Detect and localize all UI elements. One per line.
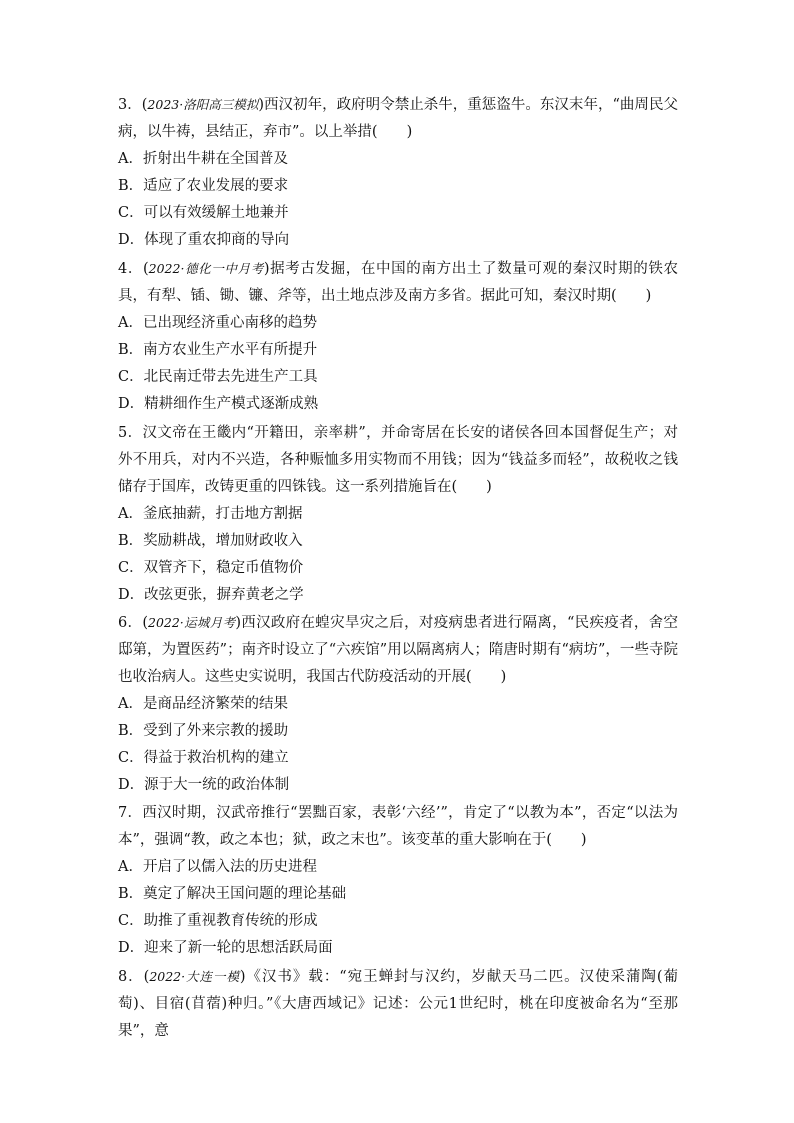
question-source: 2022·大连一模: [149, 969, 240, 984]
option-a: A．釜底抽薪，打击地方割据: [118, 506, 303, 522]
option-c: C．可以有效缓解土地兼并: [118, 205, 289, 221]
option-a: A．已出现经济重心南移的趋势: [118, 315, 317, 331]
option-c: C．得益于救治机构的建立: [118, 750, 289, 766]
option-a: A．折射出牛耕在全国普及: [118, 151, 288, 167]
option-b: B．奠定了解决王国问题的理论基础: [118, 886, 347, 902]
question-stem: 7．西汉时期，汉武帝推行“罢黜百家，表彰‘六经’”，肯定了“以教为本”，否定“以法为本”，强调“教，政之本也；狱，政之末也”。该变革的重大影响在于( ): [118, 805, 678, 848]
option-b: B．南方农业生产水平有所提升: [118, 342, 318, 358]
question-6: [118, 609, 678, 799]
option-c: C．助推了重视教育传统的形成: [118, 913, 318, 929]
option-d: D．迎来了新一轮的思想活跃局面: [118, 940, 333, 956]
question-source: 2023·洛阳高三模拟: [147, 97, 259, 112]
option-b: B．受到了外来宗教的援助: [118, 723, 289, 739]
question-source: 2022·德化一中月考: [148, 261, 264, 276]
question-source: 2022·运城月考: [148, 615, 236, 630]
question-4: [118, 255, 678, 418]
option-d: D．精耕细作生产模式逐渐成熟: [118, 396, 319, 412]
question-stem: 5．汉文帝在王畿内“开籍田，亲率耕”，并命寄居在长安的诸侯各回本国督促生产；对外不用兵，对内不兴造，各种赈恤多用实物而不用钱；因为“钱益多而轻”，故税收之钱储存于国库，改铸更重的四铢钱。这一系列措施旨在( ): [118, 425, 678, 495]
option-d: D．体现了重农抑商的导向: [118, 232, 290, 248]
question-stem: 6．(2022·运城月考)西汉政府在蝗灾旱灾之后，对疫病患者进行隔离，“民疾疫者，舍空邸第，为置医药”；南齐时设立了“六疾馆”用以隔离病人；隋唐时期有“病坊”，一些寺院也收治病人。这些史实说明，我国古代防疫活动的开展( ): [118, 615, 678, 685]
option-d: D．源于大一统的政治体制: [118, 777, 290, 793]
option-b: B．奖励耕战，增加财政收入: [118, 533, 303, 549]
question-stem: 8．(2022·大连一模)《汉书》载：“宛王蝉封与汉约，岁献天马二匹。汉使采蒲陶(葡萄)、目宿(苜蓿)种归。”《大唐西域记》记述：公元1世纪时，桃在印度被命名为“至那果”，意: [118, 969, 678, 1039]
option-c: C．北民南迁带去先进生产工具: [118, 369, 318, 385]
option-c: C．双管齐下，稳定币值物价: [118, 560, 304, 576]
option-a: A．开启了以儒入法的历史进程: [118, 859, 317, 875]
question-stem: 4．(2022·德化一中月考)据考古发掘，在中国的南方出土了数量可观的秦汉时期的铁农具，有犁、锸、锄、镰、斧等，出土地点涉及南方多省。据此可知，秦汉时期( ): [118, 261, 679, 304]
question-7: [118, 799, 678, 962]
question-3: [118, 91, 678, 254]
option-d: D．改弦更张，摒弃黄老之学: [118, 587, 304, 603]
question-stem: 3．(2023·洛阳高三模拟)西汉初年，政府明令禁止杀牛，重惩盗牛。东汉末年，“曲周民父病，以牛祷，县结正，弃市”。以上举措( ): [118, 97, 678, 140]
question-8: [118, 963, 678, 1045]
option-b: B．适应了农业发展的要求: [118, 178, 289, 194]
option-a: A．是商品经济繁荣的结果: [118, 696, 288, 712]
question-5: [118, 419, 678, 609]
